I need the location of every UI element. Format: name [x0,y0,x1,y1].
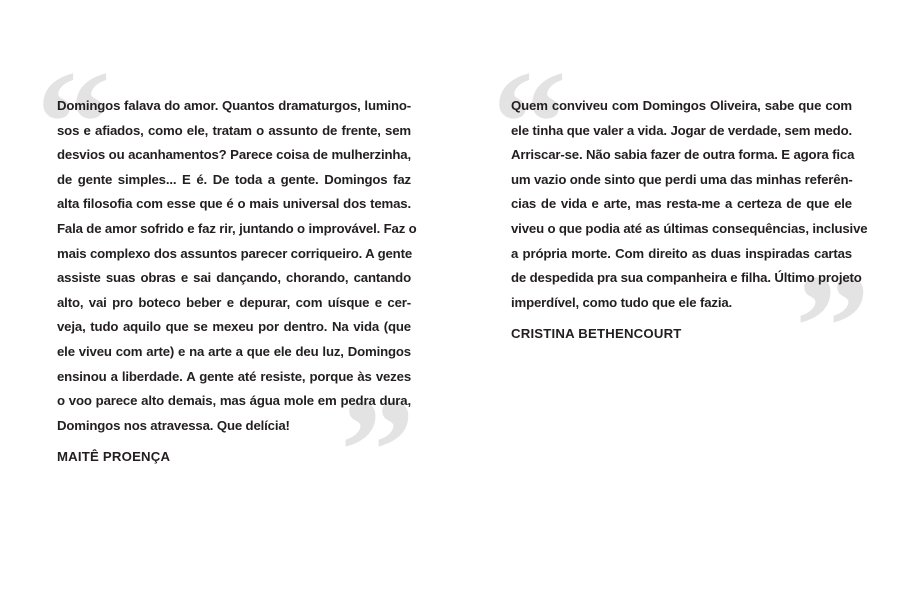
quote-line: viveu o que podia até as últimas consequências, inclusive [511,220,868,236]
quote-line: mais complexo dos assuntos parecer corriqueiro. A gente [57,245,413,261]
quote-line: sos e afiados, como ele, tratam o assunto de frente, sem [57,122,411,138]
close-quote-icon: ” [340,368,415,534]
quote-author: CRISTINA BETHENCOURT [511,326,682,342]
quote-line: cias de vida e arte, mas resta-me a certeza de que ele [511,196,852,212]
quote-line: assiste suas obras e sai dançando, chorando, cantando [57,270,411,286]
quote-block-right [511,94,868,342]
quote-line: de gente simples... E é. De toda a gente. Domingos faz [57,171,411,187]
close-quote-icon: ” [795,244,870,410]
quote-line: desvios ou acanhamentos? Parece coisa de mulherzinha, [57,147,411,163]
quote-line: Arriscar-se. Não sabia fazer de outra forma. E agora fica [511,147,855,163]
quote-line: alto, vai pro boteco beber e depurar, com uísque e cer- [57,294,411,310]
open-quote-icon: “ [36,40,111,206]
quote-line: um vazio onde sinto que perdi uma das minhas referên- [511,171,853,187]
quote-line: Domingos nos atravessa. Que delícia! [57,417,290,433]
quote-block-left [57,94,417,465]
quote-text [511,94,868,315]
quote-line: de despedida pra sua companheira e filha. Último projeto [511,270,862,286]
quote-line: Quem conviveu com Domingos Oliveira, sabe que com [511,98,852,113]
quote-line: veja, tudo aquilo que se mexeu por dentro. Na vida (que [57,319,411,335]
quote-line: Fala de amor sofrido e faz rir, juntando o improvável. Faz o [57,220,417,236]
quote-line: ensinou a liberdade. A gente até resiste, porque às vezes [57,368,411,384]
quote-line: ele viveu com arte) e na arte a que ele deu luz, Domingos [57,343,411,359]
open-quote-icon: “ [492,40,567,206]
quote-line: alta filosofia com esse que é o mais universal dos temas. [57,196,411,212]
quote-author: MAITÊ PROENÇA [57,449,171,465]
quote-line: o voo parece alto demais, mas água mole em pedra dura, [57,393,411,409]
quote-line: ele tinha que valer a vida. Jogar de verdade, sem medo. [511,122,852,138]
quote-line: Domingos falava do amor. Quantos dramaturgos, lumino- [57,98,411,113]
quote-line: a própria morte. Com direito as duas inspiradas cartas [511,245,852,261]
quote-text [57,94,417,438]
quote-line: imperdível, como tudo que ele fazia. [511,294,733,310]
